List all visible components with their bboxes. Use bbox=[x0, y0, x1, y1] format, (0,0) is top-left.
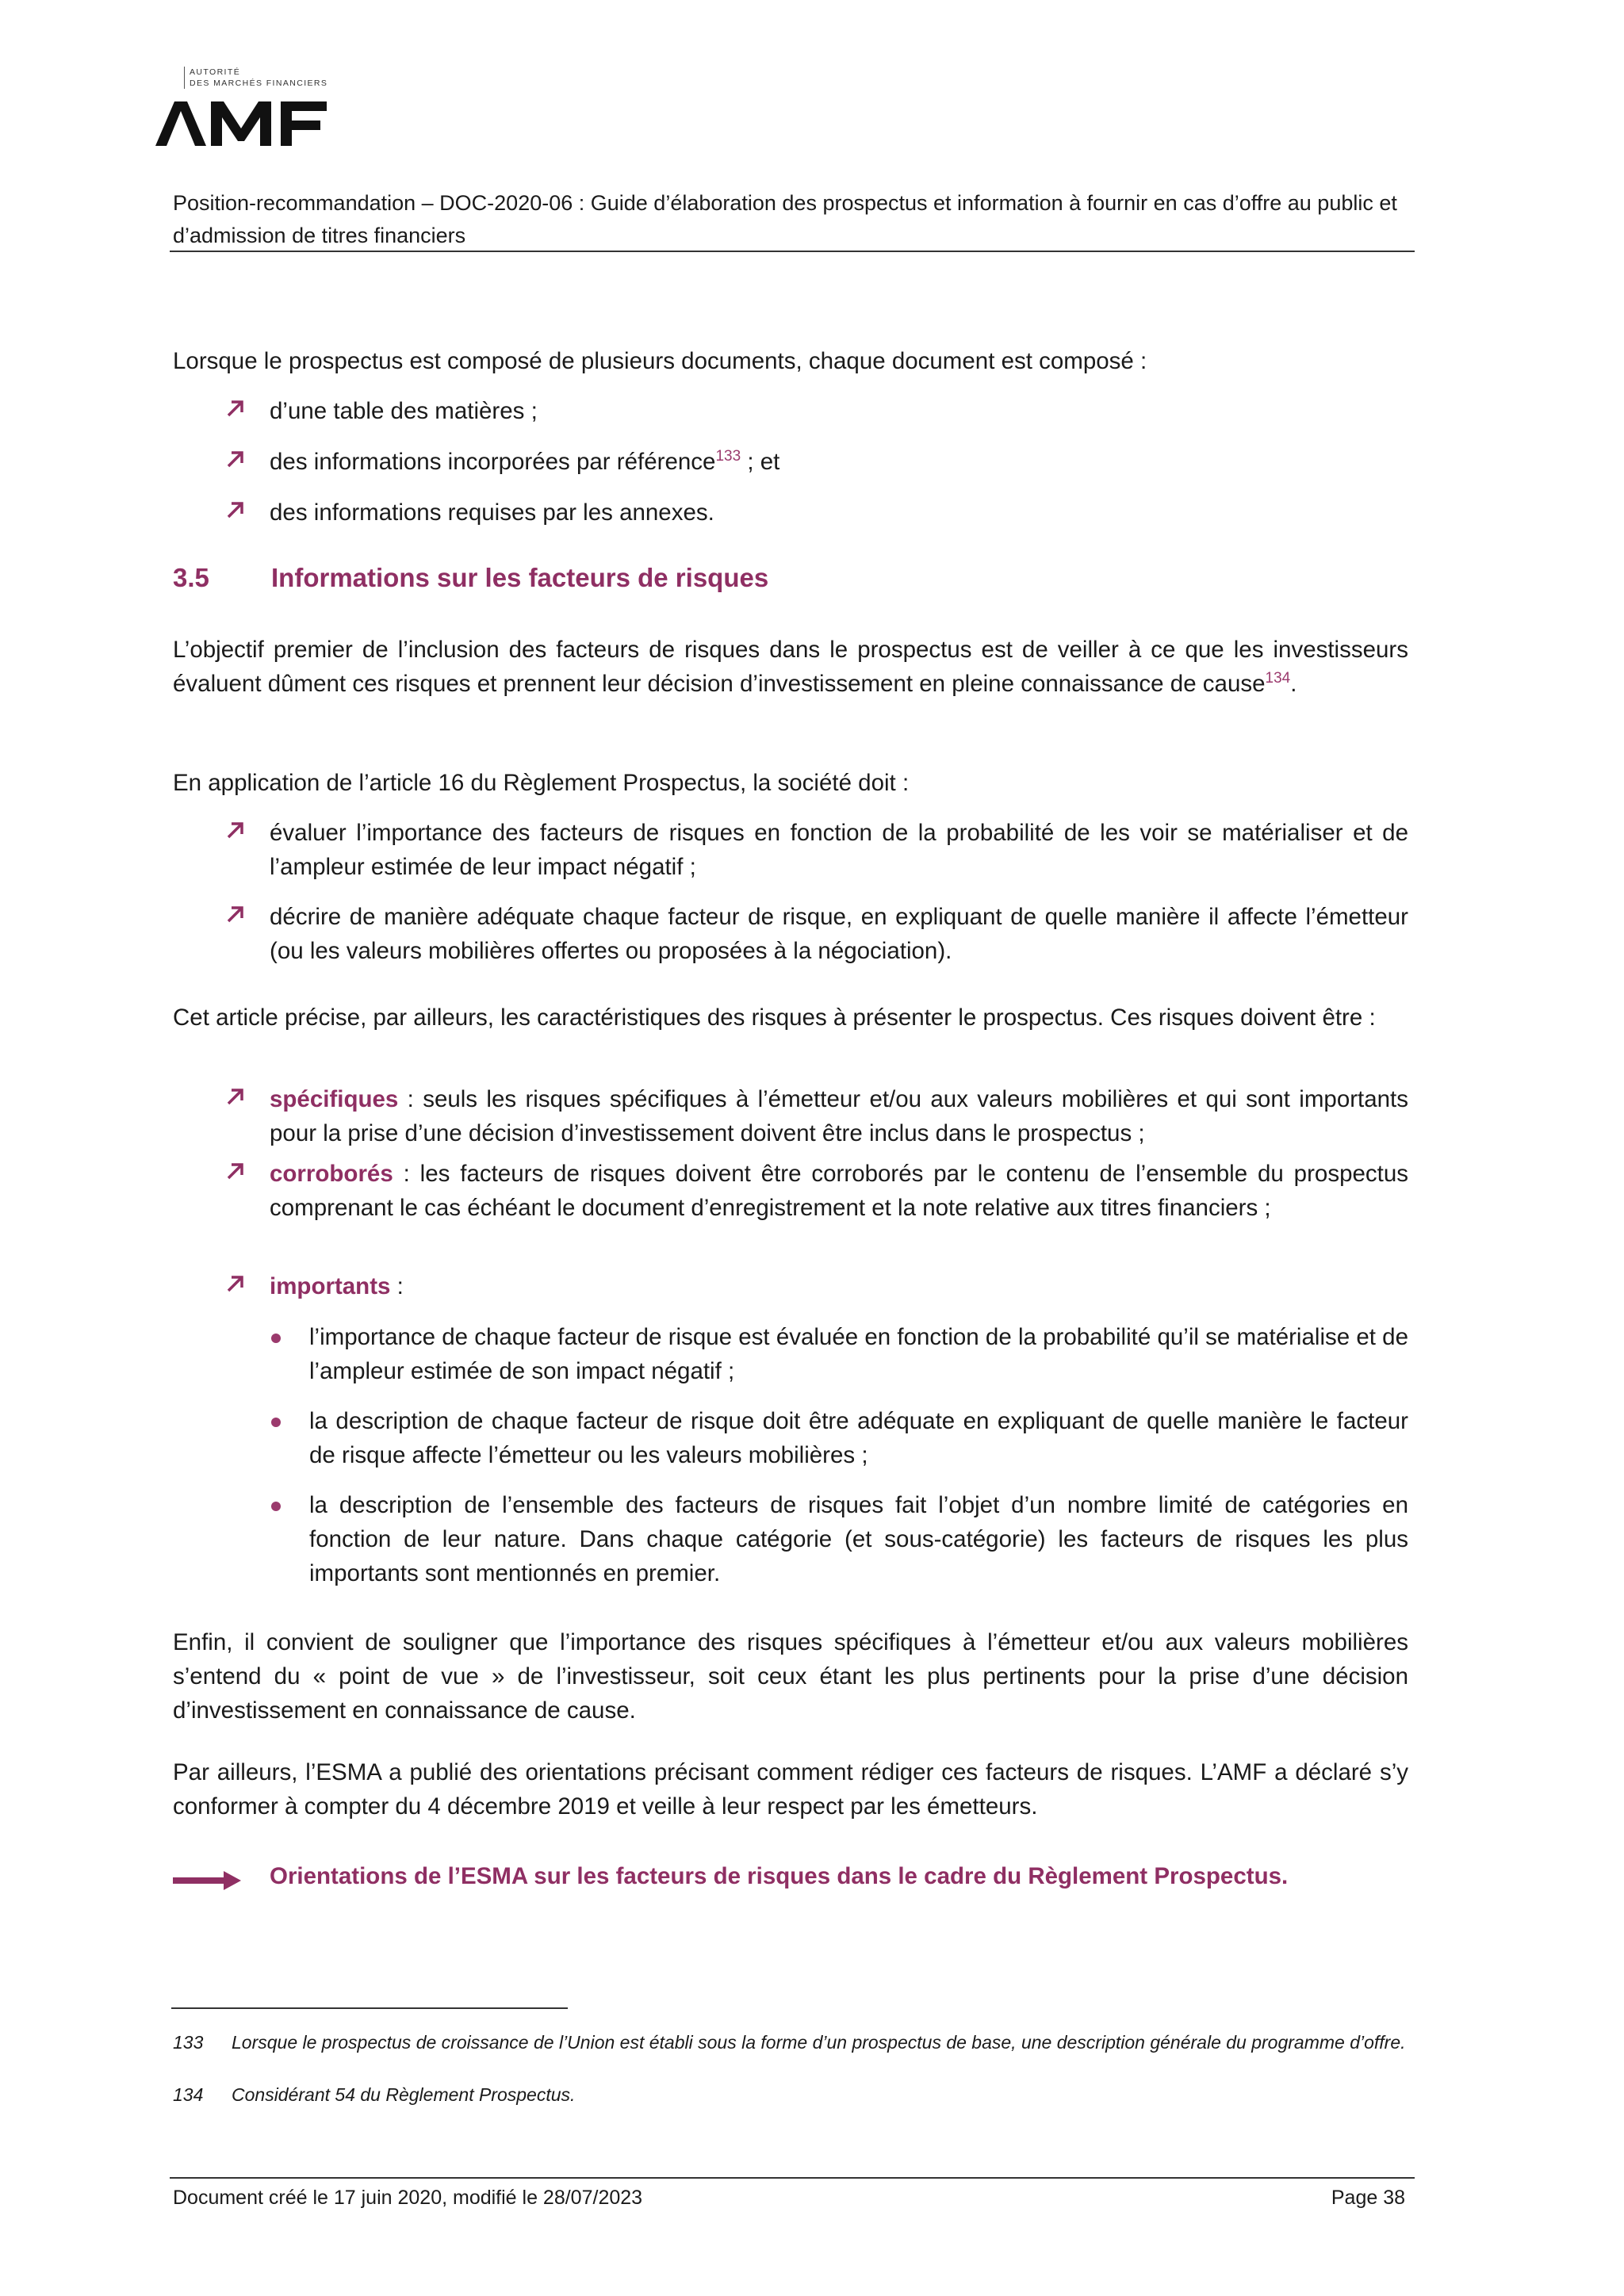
footnote-text: Lorsque le prospectus de croissance de l’Union est établi sous la forme d’un prospectus de base, une description générale du programme d’offre. bbox=[232, 2032, 1406, 2053]
footnote-ref-133[interactable]: 133 bbox=[715, 448, 741, 465]
importance-subitem: la description de chaque facteur de risque doit être adéquate en expliquant de quelle manière le facteur de risque affecte l’émetteur ou les valeurs mobilières ; bbox=[309, 1408, 1408, 1468]
characteristic-specifiques bbox=[270, 1082, 1408, 1150]
importance-subitem: l’importance de chaque facteur de risque est évaluée en fonction de la probabilité qu’il se matérialise et de l’ampleur estimée de son impact négatif ; bbox=[309, 1324, 1408, 1384]
paragraph-objective-suffix: . bbox=[1290, 671, 1297, 697]
logo-tagline-line1: AUTORITÉ bbox=[190, 67, 241, 77]
logo-tagline-line2: DES MARCHÉS FINANCIERS bbox=[190, 78, 328, 88]
logo-tagline bbox=[184, 67, 327, 89]
arrow-bullet-icon bbox=[224, 1085, 247, 1108]
esma-guidelines-link[interactable]: Orientations de l’ESMA sur les facteurs de risques dans le cadre du Règlement Prospectus. bbox=[270, 1863, 1289, 1889]
arrow-right-icon bbox=[173, 1871, 241, 1890]
paragraph-article-16: En application de l’article 16 du Règlement Prospectus, la société doit : bbox=[173, 770, 910, 796]
intro-item-text: d’une table des matières ; bbox=[270, 398, 538, 424]
footer-document-date: Document créé le 17 juin 2020, modifié le 28/07/2023 bbox=[173, 2187, 643, 2209]
header-divider bbox=[170, 251, 1415, 252]
paragraph-esma: Par ailleurs, l’ESMA a publié des orientations précisant comment rédiger ces facteurs de risques. L’AMF a déclaré s’y conformer à compter du 4 décembre 2019 et veille à leur respect par les émetteurs. bbox=[173, 1759, 1408, 1820]
term-importants: importants bbox=[270, 1273, 391, 1299]
intro-list-item bbox=[270, 394, 1408, 428]
footnote-text: Considérant 54 du Règlement Prospectus. bbox=[232, 2084, 576, 2105]
dot-bullet-icon bbox=[271, 1334, 281, 1343]
importance-subitem: la description de l’ensemble des facteurs de risques fait l’objet d’un nombre limité de catégories en fonction de leur nature. Dans chaque catégorie (et sous-catégorie) les facteurs de risques les plus importants sont mentionnés en premier. bbox=[309, 1492, 1408, 1586]
amf-logo bbox=[155, 67, 354, 159]
term-specifiques: spécifiques bbox=[270, 1086, 399, 1112]
paragraph-objective bbox=[173, 633, 1408, 701]
characteristic-text: : les facteurs de risques doivent être corroborés par le contenu de l’ensemble du prospectus comprenant le cas échéant le document d’enregistrement et la note relative aux titres financiers ; bbox=[270, 1161, 1408, 1221]
characteristic-text: : seuls les risques spécifiques à l’émetteur et/ou aux valeurs mobilières et qui sont importants pour la prise d’une décision d’investissement doivent être inclus dans le prospectus ; bbox=[270, 1086, 1408, 1146]
arrow-bullet-icon bbox=[224, 396, 247, 420]
arrow-bullet-icon bbox=[224, 1272, 247, 1295]
arrow-bullet-icon bbox=[224, 447, 247, 471]
arrow-bullet-icon bbox=[224, 498, 247, 522]
footer-divider bbox=[170, 2177, 1415, 2179]
intro-item-text: des informations requises par les annexes. bbox=[270, 499, 714, 526]
intro-item-suffix: ; et bbox=[741, 449, 780, 475]
dot-bullet-icon bbox=[271, 1418, 281, 1427]
footnote-number: 134 bbox=[173, 2084, 204, 2105]
dot-bullet-icon bbox=[271, 1502, 281, 1511]
section-number: 3.5 bbox=[173, 563, 209, 592]
section-title: Informations sur les facteurs de risques bbox=[271, 563, 769, 592]
characteristic-importants bbox=[270, 1269, 1408, 1303]
arrow-bullet-icon bbox=[224, 818, 247, 842]
obligation-list-item: décrire de manière adéquate chaque facteur de risque, en expliquant de quelle manière il affecte l’émetteur (ou les valeurs mobilières offertes ou proposées à la négociation). bbox=[270, 904, 1408, 964]
intro-list-item bbox=[270, 496, 1408, 530]
footnote-ref-134[interactable]: 134 bbox=[1265, 670, 1291, 687]
intro-paragraph: Lorsque le prospectus est composé de plusieurs documents, chaque document est composé : bbox=[173, 348, 1147, 374]
paragraph-characteristics: Cet article précise, par ailleurs, les caractéristiques des risques à présenter le prospectus. Ces risques doivent être : bbox=[173, 1004, 1376, 1031]
footnote-divider bbox=[171, 2007, 568, 2009]
paragraph-point-de-vue: Enfin, il convient de souligner que l’importance des risques spécifiques à l’émetteur et/ou aux valeurs mobilières s’entend du « point de vue » de l’investisseur, soit ceux étant les plus pertinents pour la prise d’une décision d’investissement en connaissance de cause. bbox=[173, 1629, 1408, 1724]
footer-page-number: Page 38 bbox=[1331, 2187, 1405, 2209]
amf-wordmark-icon bbox=[155, 101, 354, 146]
obligation-list-item: évaluer l’importance des facteurs de risques en fonction de la probabilité de les voir se matérialiser et de l’ampleur estimée de leur impact négatif ; bbox=[270, 820, 1408, 880]
paragraph-objective-text: L’objectif premier de l’inclusion des facteurs de risques dans le prospectus est de veiller à ce que les investisseurs évaluent dûment ces risques et prennent leur décision d’investissement en pleine connaissance de cause bbox=[173, 637, 1408, 697]
characteristic-corrobores bbox=[270, 1157, 1408, 1225]
intro-list-item bbox=[270, 445, 1408, 479]
intro-item-text: des informations incorporées par référence bbox=[270, 449, 716, 475]
document-header-title: Position-recommandation – DOC-2020-06 : Guide d’élaboration des prospectus et information à fournir en cas d’offre au public et d’admission de titres financiers bbox=[173, 191, 1397, 247]
footnote-number: 133 bbox=[173, 2032, 204, 2053]
arrow-bullet-icon bbox=[224, 1159, 247, 1183]
term-corrobores: corroborés bbox=[270, 1161, 393, 1187]
characteristic-text: : bbox=[390, 1273, 404, 1299]
arrow-bullet-icon bbox=[224, 902, 247, 926]
